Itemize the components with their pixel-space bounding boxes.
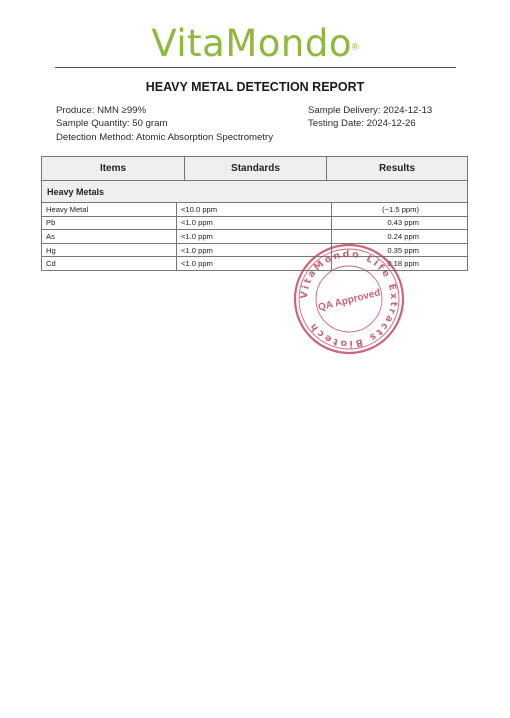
header-standards: Standards [185,157,327,180]
stamp-inner-text: QA Approved [317,287,382,314]
brand-name: VitaMondo [151,22,352,65]
cell-result: 0.43 ppm [387,218,419,228]
cell-item: Pb [42,217,177,230]
table-row [41,203,468,217]
header-results: Results [378,163,416,174]
cell-result: (~1.5 ppm) [382,204,419,214]
registered-mark: ® [351,41,359,52]
sample-quantity-field: Sample Quantity: 50 gram [56,118,168,130]
cell-result: 0.24 ppm [387,231,419,241]
meta-right [308,104,432,131]
cell-standard: <1.0 ppm [177,244,332,257]
cell-item: As [42,230,177,243]
sample-delivery-field: Sample Delivery: 2024-12-13 [308,105,433,116]
report-title: HEAVY METAL DETECTION REPORT [145,80,365,94]
table-row [41,217,468,231]
brand-logo [0,22,510,65]
table-header [41,156,468,181]
stamp-outer-text: VitaMondo Life Extracts Biotech [298,248,400,350]
cell-item: Hg [42,244,177,257]
cell-result: 0.35 ppm [387,245,419,255]
cell-standard: <10.0 ppm [177,203,332,216]
cell-standard: <1.0 ppm [177,230,332,243]
testing-date-field: Testing Date: 2024-12-26 [308,118,416,130]
meta-left [56,104,273,144]
cell-standard: <1.0 ppm [177,217,332,230]
header-items: Items [42,157,185,180]
table-row [41,230,468,244]
cell-standard: <1.0 ppm [177,257,332,270]
cell-result: 0.18 ppm [387,259,419,269]
header-divider [55,67,456,68]
produce-field: Produce: NMN ≥99% [56,105,147,116]
cell-item: Heavy Metal [42,203,177,216]
qa-approved-stamp [289,243,409,355]
section-heavy-metals: Heavy Metals [41,181,468,203]
cell-item: Cd [42,257,177,270]
detection-method-field: Detection Method: Atomic Absorption Spectrometry [56,131,274,143]
